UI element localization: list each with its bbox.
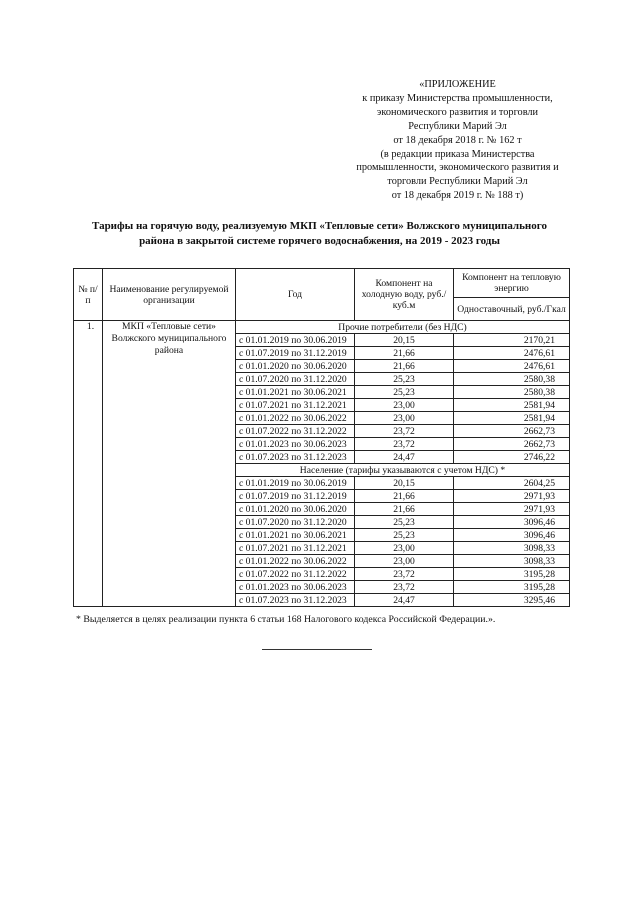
- heat-energy-cell: 3195,28: [454, 568, 570, 581]
- document-title: [70, 219, 569, 249]
- period-cell: с 01.07.2021 по 31.12.2021: [236, 542, 355, 555]
- heat-energy-cell: 2971,93: [454, 503, 570, 516]
- period-cell: с 01.07.2022 по 31.12.2022: [236, 568, 355, 581]
- heat-energy-cell: 3098,33: [454, 555, 570, 568]
- group-label: Население (тарифы указываются с учетом НДС) *: [236, 464, 570, 477]
- appendix-line: от 18 декабря 2019 г. № 188 т): [391, 190, 524, 202]
- heat-energy-cell: 3096,46: [454, 529, 570, 542]
- organization-name: МКП «Тепловые сети» Волжского муниципального района: [103, 321, 236, 607]
- period-cell: с 01.01.2019 по 30.06.2019: [236, 477, 355, 490]
- header-num: № п/п: [74, 269, 103, 321]
- group-label: Прочие потребители (без НДС): [236, 321, 570, 334]
- heat-energy-cell: 3096,46: [454, 516, 570, 529]
- period-cell: с 01.07.2020 по 31.12.2020: [236, 516, 355, 529]
- heat-energy-cell: 2580,38: [454, 386, 570, 399]
- header-year: Год: [236, 269, 355, 321]
- appendix-line: промышленности, экономического развития и: [356, 162, 559, 174]
- cold-water-cell: 24,47: [355, 594, 454, 607]
- end-divider: [262, 649, 372, 650]
- heat-energy-cell: 2476,61: [454, 347, 570, 360]
- cold-water-cell: 21,66: [355, 503, 454, 516]
- heat-energy-cell: 2581,94: [454, 399, 570, 412]
- period-cell: с 01.01.2020 по 30.06.2020: [236, 360, 355, 373]
- heat-energy-cell: 3295,46: [454, 594, 570, 607]
- cold-water-cell: 23,72: [355, 581, 454, 594]
- period-cell: с 01.01.2020 по 30.06.2020: [236, 503, 355, 516]
- footnote: * Выделяется в целях реализации пункта 6 статьи 168 Налогового кодекса Российской Федерации.».: [76, 614, 496, 625]
- appendix-line: торговли Республики Марий Эл: [387, 176, 528, 188]
- heat-energy-cell: 3098,33: [454, 542, 570, 555]
- period-cell: с 01.01.2021 по 30.06.2021: [236, 529, 355, 542]
- heat-energy-cell: 2170,21: [454, 334, 570, 347]
- cold-water-cell: 25,23: [355, 386, 454, 399]
- appendix-line: «ПРИЛОЖЕНИЕ: [419, 79, 496, 90]
- cold-water-cell: 23,72: [355, 438, 454, 451]
- heat-energy-cell: 2662,73: [454, 425, 570, 438]
- group-row: [74, 321, 570, 334]
- period-cell: с 01.07.2023 по 31.12.2023: [236, 451, 355, 464]
- period-cell: с 01.07.2020 по 31.12.2020: [236, 373, 355, 386]
- header-heat-energy: Компонент на тепловую энергию: [454, 269, 570, 298]
- header-org: Наименование регулируемой организации: [103, 269, 236, 321]
- period-cell: с 01.01.2021 по 30.06.2021: [236, 386, 355, 399]
- header-cold-water: Компонент на холодную воду, руб./куб.м: [355, 269, 454, 321]
- cold-water-cell: 23,00: [355, 399, 454, 412]
- period-cell: с 01.01.2022 по 30.06.2022: [236, 555, 355, 568]
- appendix-line: экономического развития и торговли: [376, 106, 539, 118]
- heat-energy-cell: 2580,38: [454, 373, 570, 386]
- period-cell: с 01.01.2022 по 30.06.2022: [236, 412, 355, 425]
- heat-energy-cell: 2971,93: [454, 490, 570, 503]
- appendix-line: Республики Марий Эл: [408, 120, 507, 132]
- cold-water-cell: 21,66: [355, 490, 454, 503]
- cold-water-cell: 23,00: [355, 542, 454, 555]
- heat-energy-cell: 2662,73: [454, 438, 570, 451]
- cold-water-cell: 23,72: [355, 425, 454, 438]
- cold-water-cell: 25,23: [355, 373, 454, 386]
- cold-water-cell: 25,23: [355, 516, 454, 529]
- heat-energy-cell: 2604,25: [454, 477, 570, 490]
- row-number: 1.: [74, 321, 103, 607]
- period-cell: с 01.01.2023 по 30.06.2023: [236, 438, 355, 451]
- title-line-2: района в закрытой системе горячего водоснабжения, на 2019 - 2023 годы: [139, 235, 500, 247]
- heat-energy-cell: 2581,94: [454, 412, 570, 425]
- table-body: [74, 321, 570, 607]
- cold-water-cell: 21,66: [355, 347, 454, 360]
- period-cell: с 01.01.2023 по 30.06.2023: [236, 581, 355, 594]
- period-cell: с 01.07.2023 по 31.12.2023: [236, 594, 355, 607]
- tariff-table: [73, 268, 570, 607]
- cold-water-cell: 20,15: [355, 477, 454, 490]
- cold-water-cell: 23,00: [355, 555, 454, 568]
- cold-water-cell: 20,15: [355, 334, 454, 347]
- header-heat-single-rate: Одноставочный, руб./Гкал: [454, 298, 570, 321]
- appendix-header: [340, 78, 575, 203]
- appendix-line: к приказу Министерства промышленности,: [362, 92, 553, 104]
- period-cell: с 01.01.2019 по 30.06.2019: [236, 334, 355, 347]
- cold-water-cell: 24,47: [355, 451, 454, 464]
- cold-water-cell: 21,66: [355, 360, 454, 373]
- appendix-line: (в редакции приказа Министерства: [380, 148, 535, 160]
- period-cell: с 01.07.2019 по 31.12.2019: [236, 347, 355, 360]
- appendix-line: от 18 декабря 2018 г. № 162 т: [393, 134, 522, 146]
- heat-energy-cell: 3195,28: [454, 581, 570, 594]
- cold-water-cell: 25,23: [355, 529, 454, 542]
- period-cell: с 01.07.2022 по 31.12.2022: [236, 425, 355, 438]
- heat-energy-cell: 2746,22: [454, 451, 570, 464]
- cold-water-cell: 23,72: [355, 568, 454, 581]
- period-cell: с 01.07.2019 по 31.12.2019: [236, 490, 355, 503]
- title-line-1: Тарифы на горячую воду, реализуемую МКП «Тепловые сети» Волжского муниципального: [92, 220, 547, 232]
- cold-water-cell: 23,00: [355, 412, 454, 425]
- heat-energy-cell: 2476,61: [454, 360, 570, 373]
- period-cell: с 01.07.2021 по 31.12.2021: [236, 399, 355, 412]
